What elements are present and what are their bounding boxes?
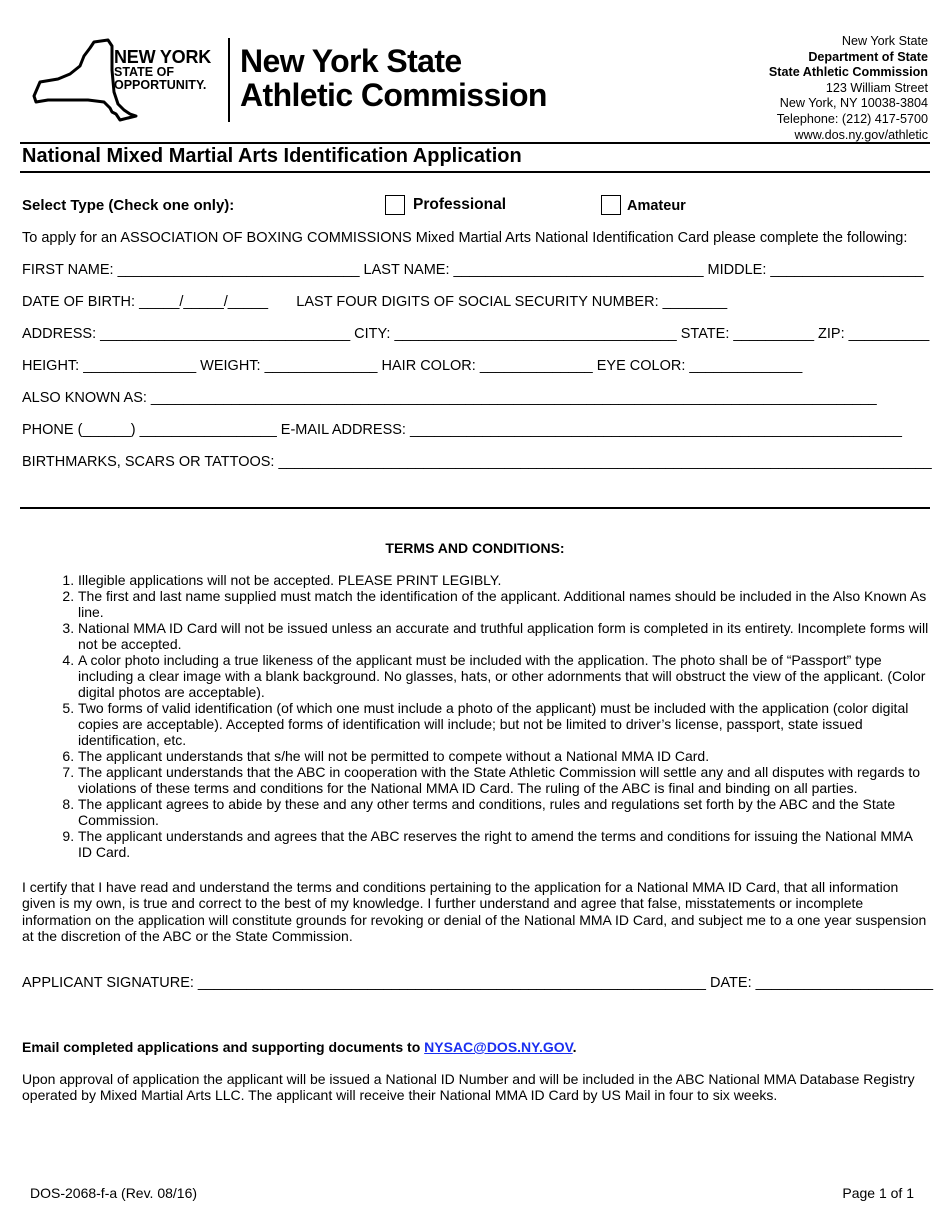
- address-fields[interactable]: ADDRESS: _______________________________ CITY: ___________________________________ STATE: __________ ZIP: __________: [22, 326, 930, 342]
- aka-field[interactable]: ALSO KNOWN AS: __________________________________________________________________________________________: [22, 390, 877, 406]
- contact-street: 123 William Street: [825, 80, 928, 95]
- email-instruction-text: Email completed applications and supporting documents to: [22, 1039, 425, 1055]
- term-item: 5. Two forms of valid identification (of which one must include a photo of the applicant) must be included with the application (color digital copies are acceptable). Accepted forms of identification will include; but not be limited to driver’s license, passport, state issued identification, etc.: [78, 700, 930, 748]
- term-item: 8. The applicant agrees to abide by these and any other terms and conditions, rules and regulations set forth by the ABC and the State Commission.: [78, 796, 930, 828]
- nys-logo: [28, 34, 588, 129]
- contact-department: Department of State: [808, 49, 928, 64]
- term-item: 1. Illegible applications will not be accepted. PLEASE PRINT LEGIBLY.: [78, 572, 930, 588]
- contact-state: New York State: [841, 34, 928, 48]
- form-title: National Mixed Martial Arts Identification Application: [22, 145, 522, 167]
- amateur-checkbox[interactable]: [601, 195, 621, 215]
- agency-line-1: New York State: [240, 43, 462, 79]
- certification-paragraph: I certify that I have read and understand the terms and conditions pertaining to the application for a National MMA ID Card, that all information given is my own, is true and correct to the best of my knowledge. I further understand and agree that false, misstatements or incomplete information on the application will constitute grounds for revoking or denial of the National MMA ID Card, and subject me to a one year suspension at the discretion of the ABC or the State Commission.: [22, 879, 927, 945]
- contact-commission: State Athletic Commission: [768, 65, 928, 80]
- term-item: 6. The applicant understands that s/he will not be permitted to compete without a National MMA ID Card.: [78, 748, 930, 764]
- form-number: DOS-2068-f-a (Rev. 08/16): [30, 1185, 198, 1201]
- physical-fields[interactable]: HEIGHT: ______________ WEIGHT: ______________ HAIR COLOR: ______________ EYE COLOR: ______________: [22, 358, 803, 374]
- header-rule: [20, 142, 930, 144]
- page-number: Page 1 of 1: [842, 1185, 914, 1201]
- approval-paragraph: Upon approval of application the applicant will be issued a National ID Number and will be included in the ABC National MMA Database Registry operated by Mixed Martial Arts LLC. The applicant will receive their National MMA ID Card by US Mail in four to six weeks.: [22, 1071, 915, 1104]
- email-instruction: [22, 1039, 577, 1055]
- professional-label: Professional: [413, 196, 507, 213]
- logo-new-york: NEW YORK: [114, 47, 212, 67]
- term-item: 4. A color photo including a true likeness of the applicant must be included with the application. The photo shall be of “Passport” type including a clear image with a blank background. No glasses, hats, or other adornments that will obstruct the view of the applicant. (Color digital photos are acceptable).: [78, 652, 930, 700]
- contact-website: www.dos.ny.gov/athletic: [794, 127, 928, 142]
- amateur-label: Amateur: [627, 198, 686, 214]
- email-period: .: [572, 1039, 577, 1055]
- name-fields[interactable]: FIRST NAME: ______________________________ LAST NAME: _______________________________ MIDDLE: ___________________: [22, 262, 924, 278]
- terms-heading: TERMS AND CONDITIONS:: [385, 540, 565, 556]
- term-item: 3. National MMA ID Card will not be issued unless an accurate and truthful application form is completed in its entirety. Incomplete forms will not be accepted.: [78, 620, 930, 652]
- select-type-label: Select Type (Check one only):: [22, 197, 235, 214]
- agency-name: [240, 44, 547, 112]
- terms-list: [22, 572, 930, 860]
- email-link[interactable]: NYSAC@DOS.NY.GOV: [424, 1039, 573, 1055]
- dob-ssn-fields[interactable]: DATE OF BIRTH: _____/_____/_____ LAST FOUR DIGITS OF SOCIAL SECURITY NUMBER: ________: [22, 294, 728, 310]
- term-item: 9. The applicant understands and agrees that the ABC reserves the right to amend the terms and conditions for issuing the National MMA ID Card.: [78, 828, 930, 860]
- agency-line-2: Athletic Commission: [240, 77, 547, 113]
- intro-text: To apply for an ASSOCIATION OF BOXING COMMISSIONS Mixed Martial Arts National Identification Card please complete the following:: [22, 230, 908, 246]
- professional-checkbox[interactable]: [385, 195, 405, 215]
- logo-state-of: STATE OF: [114, 65, 174, 79]
- phone-email-fields[interactable]: PHONE (______) _________________ E-MAIL ADDRESS: _____________________________________________________________: [22, 422, 902, 438]
- term-item: 7. The applicant understands that the ABC in cooperation with the State Athletic Commission will settle any and all disputes with regards to violations of these terms and conditions for the National MMA ID Card. The ruling of the ABC is final and binding on all parties.: [78, 764, 930, 796]
- logo-opportunity: OPPORTUNITY.: [114, 78, 207, 92]
- contact-city: New York, NY 10038-3804: [779, 96, 928, 111]
- contact-phone: Telephone: (212) 417-5700: [776, 111, 928, 126]
- signature-date-fields[interactable]: APPLICANT SIGNATURE: _______________________________________________________________ DATE: ______________________: [22, 975, 934, 991]
- logo-divider: [228, 38, 230, 122]
- contact-block: [769, 34, 928, 143]
- title-rule: [20, 171, 930, 173]
- term-item: 2. The first and last name supplied must match the identification of the applicant. Additional names should be included in the Also Known As line.: [78, 588, 930, 620]
- nys-wordmark: [114, 48, 224, 92]
- birthmarks-field[interactable]: BIRTHMARKS, SCARS OR TATTOOS: _________________________________________________________________________________: [22, 454, 932, 470]
- section-rule: [20, 507, 930, 509]
